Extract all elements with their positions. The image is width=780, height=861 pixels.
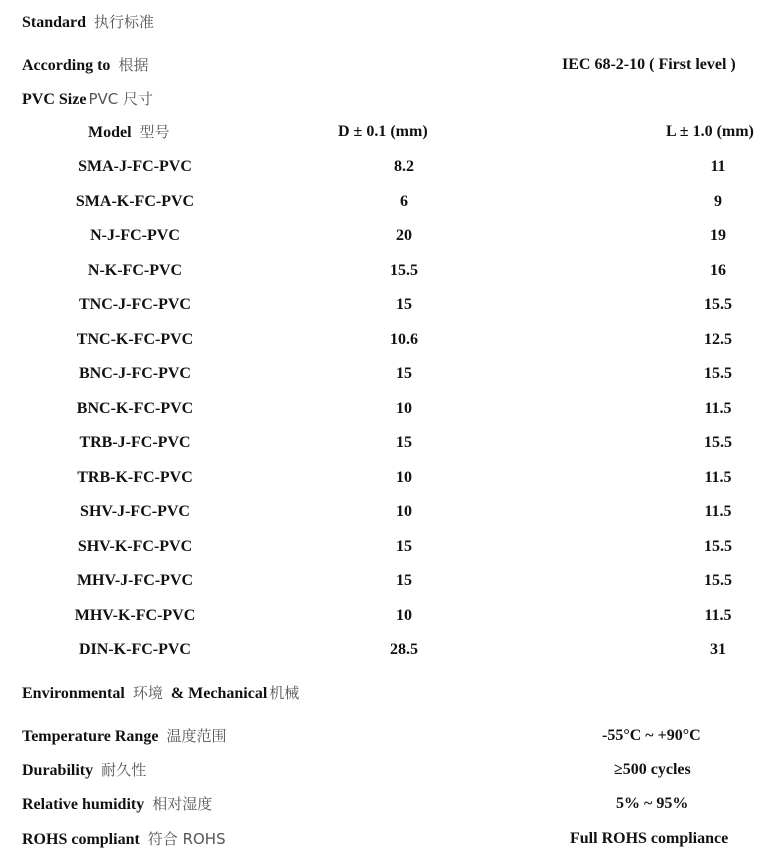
diameter-cell: 15: [396, 434, 412, 451]
model-cell: MHV-J-FC-PVC: [76, 572, 194, 589]
diameter-cell: 15: [396, 296, 412, 313]
model-cell: TNC-K-FC-PVC: [76, 330, 194, 348]
standard-label-cn: 执行标准: [94, 13, 155, 31]
size-table-body: [0, 157, 780, 675]
diameter-cell: 10: [396, 606, 412, 624]
diameter-cell: 6: [400, 192, 408, 210]
durability-label-cn: 耐久性: [101, 761, 147, 779]
length-cell: 15.5: [704, 365, 732, 382]
diameter-cell: 15: [396, 572, 412, 589]
diameter-cell: 20: [396, 227, 412, 244]
length-cell: 15.5: [704, 434, 732, 451]
relative-humidity-value: 5% ~ 95%: [616, 795, 689, 812]
length-cell: 11.5: [704, 606, 732, 624]
rohs-value: Full ROHS compliance: [570, 830, 729, 847]
length-cell: 19: [710, 227, 726, 244]
table-row: [0, 330, 780, 365]
diameter-cell: 10.6: [390, 330, 418, 348]
table-row: [0, 606, 780, 641]
model-cell: N-K-FC-PVC: [87, 261, 183, 279]
length-cell: 16: [710, 261, 726, 279]
durability-value: ≥500 cycles: [614, 761, 691, 778]
table-row: [0, 364, 780, 399]
according-to-label-cn: 根据: [118, 56, 149, 74]
durability-label: Durability: [22, 762, 94, 779]
standard-label: Standard: [22, 14, 87, 31]
mechanical-label-cn: 机械: [269, 684, 300, 702]
table-row: [0, 399, 780, 434]
table-row: [0, 537, 780, 572]
length-cell: 11: [710, 158, 726, 175]
environmental-label: Environmental: [22, 685, 125, 702]
according-to-label: According to: [22, 57, 111, 74]
model-cell: SHV-K-FC-PVC: [77, 537, 193, 555]
length-cell: 11.5: [704, 468, 732, 486]
table-row: [0, 157, 780, 192]
table-row: [0, 640, 780, 675]
length-cell: 11.5: [704, 399, 732, 417]
durability-row: [22, 760, 146, 781]
rohs-row: [22, 829, 226, 850]
environmental-mechanical-heading: [22, 683, 299, 704]
rohs-label-cn: 符合 ROHS: [147, 830, 226, 848]
table-row: [0, 468, 780, 503]
temperature-range-label: Temperature Range: [22, 728, 159, 745]
relative-humidity-label: Relative humidity: [22, 796, 145, 813]
pvc-size-label: PVC Size: [22, 91, 87, 108]
length-cell: 15.5: [704, 572, 732, 589]
model-cell: SMA-K-FC-PVC: [75, 192, 195, 210]
length-cell: 9: [714, 192, 722, 210]
model-cell: TRB-J-FC-PVC: [79, 434, 191, 451]
rohs-label: ROHS compliant: [22, 831, 140, 848]
table-row: [0, 295, 780, 330]
environmental-label-cn: 环境: [132, 684, 163, 702]
model-cell: SHV-J-FC-PVC: [80, 503, 190, 520]
model-cell: MHV-K-FC-PVC: [74, 606, 196, 624]
model-cell: DIN-K-FC-PVC: [79, 641, 191, 658]
table-header-model-label-cn: 型号: [139, 123, 170, 141]
temperature-range-label-cn: 温度范围: [166, 727, 227, 745]
length-cell: 15.5: [704, 296, 732, 313]
table-header-length: L ± 1.0 (mm): [666, 123, 754, 140]
diameter-cell: 10: [396, 503, 412, 520]
temperature-range-value: -55°C ~ +90°C: [602, 727, 701, 744]
table-row: [0, 226, 780, 261]
pvc-size-label-cn: PVC 尺寸: [88, 90, 153, 108]
pvc-size-heading: [22, 89, 153, 110]
model-cell: N-J-FC-PVC: [90, 227, 180, 244]
length-cell: 15.5: [704, 537, 732, 555]
table-row: [0, 433, 780, 468]
according-to-row: [22, 55, 148, 76]
table-header-model: [88, 122, 170, 143]
diameter-cell: 15.5: [390, 261, 418, 279]
table-header-diameter: D ± 0.1 (mm): [338, 123, 428, 140]
relative-humidity-label-cn: 相对湿度: [152, 795, 213, 813]
diameter-cell: 10: [396, 399, 412, 417]
diameter-cell: 15: [396, 537, 412, 555]
model-cell: BNC-K-FC-PVC: [76, 399, 194, 417]
length-cell: 12.5: [704, 330, 732, 348]
temperature-range-row: [22, 726, 226, 747]
table-row: [0, 261, 780, 296]
length-cell: 11.5: [704, 503, 732, 520]
table-row: [0, 192, 780, 227]
length-cell: 31: [710, 641, 726, 658]
model-cell: TNC-J-FC-PVC: [79, 296, 191, 313]
model-cell: SMA-J-FC-PVC: [78, 158, 192, 175]
table-header-model-label: Model: [88, 124, 132, 141]
according-to-value: IEC 68-2-10 ( First level ): [562, 56, 736, 73]
diameter-cell: 8.2: [394, 158, 414, 175]
mechanical-label: & Mechanical: [170, 685, 268, 702]
diameter-cell: 10: [396, 468, 412, 486]
model-cell: TRB-K-FC-PVC: [77, 468, 193, 486]
standard-heading: [22, 12, 154, 33]
diameter-cell: 15: [396, 365, 412, 382]
model-cell: BNC-J-FC-PVC: [79, 365, 191, 382]
diameter-cell: 28.5: [390, 641, 418, 658]
relative-humidity-row: [22, 794, 212, 815]
table-row: [0, 571, 780, 606]
table-row: [0, 502, 780, 537]
